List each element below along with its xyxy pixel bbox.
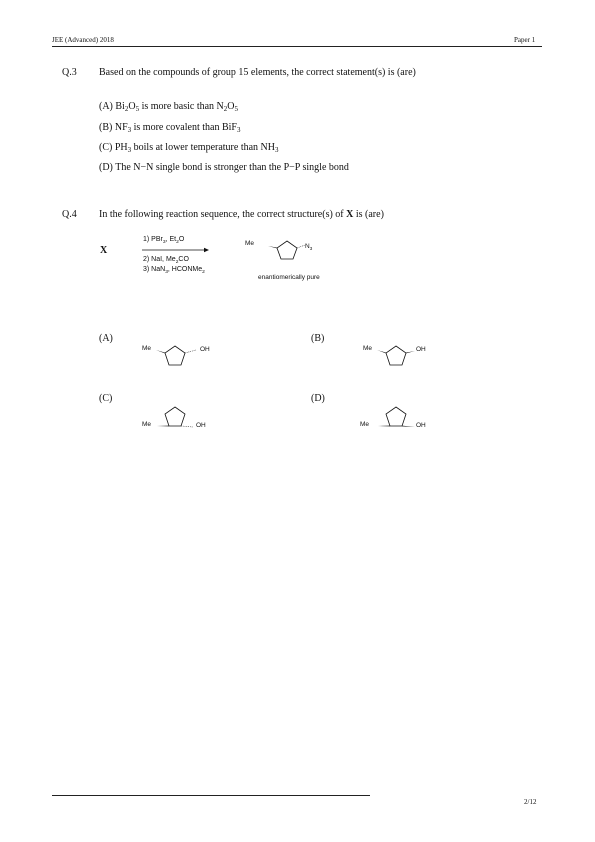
subscript: 2: [124, 105, 129, 113]
exam-title: JEE (Advanced) 2018: [52, 36, 114, 44]
product-note: enantiomerically pure: [258, 274, 320, 281]
reagent-text: , HCONMe: [167, 266, 203, 273]
q3-option-d: [99, 162, 349, 173]
reagent-text: , Et: [165, 236, 177, 243]
subscript: 2: [176, 240, 179, 245]
option-a-oh: OH: [200, 346, 210, 353]
reagent-step-3: [143, 266, 205, 273]
option-c-oh: OH: [196, 422, 206, 429]
question-text: In the following reaction sequence, the correct structure(s) of: [99, 209, 347, 220]
option-d-me: Me: [360, 421, 370, 428]
subscript: 5: [135, 105, 140, 113]
subscript: 3: [127, 146, 132, 154]
option-text: O: [128, 101, 136, 112]
header-rule: [52, 46, 542, 47]
q4-option-b-label: (B): [311, 333, 325, 344]
q4-option-d-label: (D): [311, 393, 325, 404]
reaction-arrow: [142, 246, 222, 256]
q4-option-c-label: (C): [99, 393, 113, 404]
option-d-oh: OH: [416, 422, 426, 429]
option-d-structure: [375, 403, 435, 431]
subscript: 2: [223, 105, 228, 113]
reagent-text: O: [178, 236, 185, 243]
q4-option-a-label: (A): [99, 333, 113, 344]
question-variable: X: [346, 209, 354, 220]
reagent-text: 1) PBr: [143, 236, 163, 243]
option-b-oh: OH: [416, 346, 426, 353]
option-c-me: Me: [142, 421, 152, 428]
option-label: (B): [99, 122, 113, 133]
subscript: 2: [175, 260, 179, 265]
subscript: 3: [274, 146, 279, 154]
option-label: (C): [99, 142, 113, 153]
option-text: O: [227, 101, 235, 112]
subscript: 2: [202, 270, 205, 275]
q3-number: Q.3: [62, 67, 77, 78]
option-b-structure: [375, 342, 435, 368]
subscript: 3: [165, 270, 168, 275]
option-text: The N−N single bond is stronger than the P−P single bond: [112, 162, 349, 173]
subscript: 3: [309, 246, 313, 251]
subscript: 3: [236, 126, 241, 134]
q3-text: Based on the compounds of group 15 elements, the correct statement(s) is (are): [99, 67, 416, 78]
option-text: PH: [112, 142, 128, 153]
reagent-text: 2) NaI, Me: [143, 256, 176, 263]
option-text: is more basic than N: [139, 101, 224, 112]
subscript: 3: [127, 126, 132, 134]
option-text: NF: [112, 122, 128, 133]
option-b-me: Me: [363, 345, 373, 352]
option-text: Bi: [112, 101, 125, 112]
reagent-step-1: [143, 236, 184, 243]
q3-option-c: [99, 142, 278, 153]
q3-option-a: [99, 101, 238, 112]
footer-rule: [52, 795, 370, 796]
product-n3-label: [305, 243, 312, 250]
reagent-text: 3) NaN: [143, 266, 166, 273]
option-text: is more covalent than BiF: [131, 122, 237, 133]
q3-option-b: [99, 122, 240, 133]
reagent-step-2: [143, 256, 189, 263]
atom-label: N: [305, 243, 310, 250]
option-a-me: Me: [142, 345, 152, 352]
page-number: 2/12: [524, 798, 537, 806]
subscript: 3: [162, 240, 166, 245]
paper-label: Paper 1: [514, 36, 536, 44]
reagent-text: CO: [178, 256, 189, 263]
q4-text: [99, 209, 384, 220]
subscript: 5: [234, 105, 239, 113]
option-text: boils at lower temperature than NH: [131, 142, 275, 153]
question-text: is (are): [353, 209, 384, 220]
product-me-label: Me: [245, 240, 255, 247]
option-label: (D): [99, 162, 113, 173]
reactant-x: X: [100, 245, 108, 256]
option-label: (A): [99, 101, 113, 112]
q4-number: Q.4: [62, 209, 77, 220]
